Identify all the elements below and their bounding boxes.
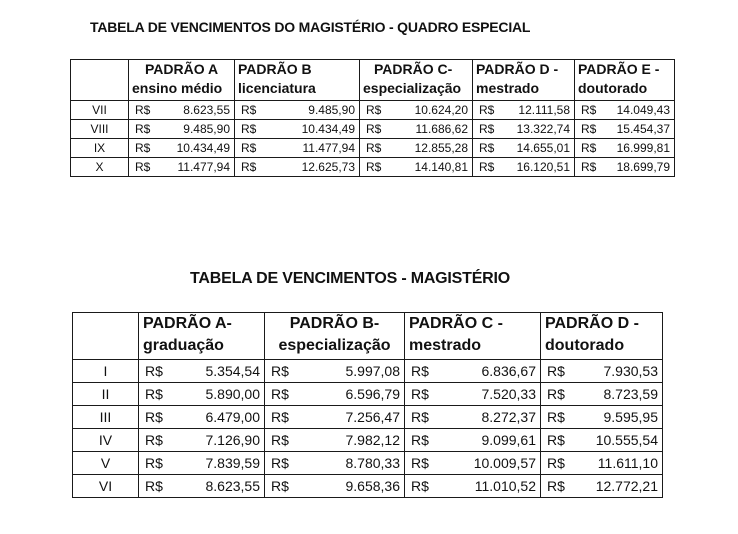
salary-value: 10.555,54	[595, 432, 658, 448]
table-row	[73, 406, 663, 429]
salary-cell	[265, 406, 405, 429]
salary-cell	[473, 139, 575, 158]
salary-cell	[139, 452, 265, 475]
salary-value: 7.839,59	[205, 455, 260, 471]
salary-value: 11.686,62	[415, 122, 468, 136]
salary-cell	[129, 101, 235, 120]
currency-label: R$	[366, 160, 382, 174]
salary-cell	[541, 406, 663, 429]
level-label: VII	[71, 101, 129, 120]
salary-value: 6.479,00	[205, 409, 260, 425]
salary-value: 9.485,90	[308, 103, 355, 117]
salary-value: 8.623,55	[183, 103, 230, 117]
header-line2: graduação	[143, 337, 224, 354]
currency-label: R$	[547, 478, 565, 494]
currency-label: R$	[135, 160, 151, 174]
salary-cell	[265, 383, 405, 406]
currency-label: R$	[581, 160, 597, 174]
currency-label: R$	[271, 432, 289, 448]
salary-value: 7.126,90	[205, 432, 260, 448]
salary-cell	[235, 139, 360, 158]
currency-label: R$	[411, 386, 429, 402]
salary-cell	[129, 120, 235, 139]
currency-label: R$	[135, 122, 151, 136]
level-label: II	[73, 383, 139, 406]
salary-cell	[129, 139, 235, 158]
salary-cell	[405, 360, 541, 383]
table2-header-a	[139, 313, 265, 360]
table1-header-b	[235, 60, 360, 101]
currency-label: R$	[581, 103, 597, 117]
level-label: III	[73, 406, 139, 429]
salary-cell	[405, 383, 541, 406]
header-line2: ensino médio	[132, 80, 223, 96]
header-line2: mestrado	[476, 80, 540, 96]
currency-label: R$	[479, 141, 495, 155]
salary-value: 10.009,57	[473, 455, 536, 471]
table-row	[73, 429, 663, 452]
header-line2: especialização	[363, 80, 462, 96]
header-line2: especialização	[278, 337, 391, 354]
currency-label: R$	[479, 122, 495, 136]
salary-cell	[575, 158, 675, 177]
salary-value: 16.120,51	[516, 160, 570, 174]
table-row	[73, 383, 663, 406]
salary-cell	[541, 383, 663, 406]
salary-value: 9.595,95	[603, 409, 658, 425]
currency-label: R$	[547, 409, 565, 425]
currency-label: R$	[241, 141, 257, 155]
header-line1: PADRÃO A-	[143, 315, 232, 332]
header-line1: PADRÃO D -	[476, 61, 559, 77]
currency-label: R$	[145, 432, 163, 448]
level-label: IV	[73, 429, 139, 452]
table-row	[71, 158, 675, 177]
salary-value: 9.658,36	[345, 478, 400, 494]
header-line2: doutorado	[578, 80, 648, 96]
table1-header-e	[575, 60, 675, 101]
header-line1: PADRÃO D -	[545, 315, 639, 332]
salary-cell	[235, 120, 360, 139]
table-row	[71, 101, 675, 120]
salary-cell	[405, 429, 541, 452]
salary-value: 16.999,81	[616, 141, 670, 155]
salary-table-magisterio	[72, 312, 663, 498]
level-label: V	[73, 452, 139, 475]
salary-value: 7.930,53	[603, 363, 658, 379]
salary-value: 10.434,49	[176, 141, 230, 155]
salary-cell	[541, 452, 663, 475]
salary-cell	[473, 120, 575, 139]
salary-value: 11.010,52	[474, 478, 536, 494]
salary-value: 8.623,55	[205, 478, 260, 494]
salary-value: 7.982,12	[345, 432, 400, 448]
salary-cell	[575, 101, 675, 120]
salary-cell	[139, 429, 265, 452]
table2-corner-cell	[73, 313, 139, 360]
salary-value: 7.520,33	[481, 386, 536, 402]
currency-label: R$	[547, 386, 565, 402]
currency-label: R$	[271, 455, 289, 471]
salary-cell	[360, 101, 473, 120]
currency-label: R$	[366, 141, 382, 155]
currency-label: R$	[411, 363, 429, 379]
level-label: X	[71, 158, 129, 177]
level-label: VIII	[71, 120, 129, 139]
table-row	[71, 139, 675, 158]
table-row	[73, 360, 663, 383]
currency-label: R$	[271, 386, 289, 402]
table2-header-c	[405, 313, 541, 360]
currency-label: R$	[271, 478, 289, 494]
salary-value: 18.699,79	[616, 160, 670, 174]
currency-label: R$	[411, 455, 429, 471]
salary-table-special	[70, 59, 675, 177]
currency-label: R$	[366, 103, 382, 117]
table-row	[73, 475, 663, 498]
salary-cell	[473, 101, 575, 120]
salary-cell	[575, 139, 675, 158]
currency-label: R$	[145, 455, 163, 471]
level-label: IX	[71, 139, 129, 158]
table-row	[71, 120, 675, 139]
currency-label: R$	[271, 409, 289, 425]
salary-cell	[265, 475, 405, 498]
currency-label: R$	[145, 386, 163, 402]
salary-cell	[139, 360, 265, 383]
salary-value: 6.836,67	[481, 363, 536, 379]
salary-value: 12.772,21	[595, 478, 658, 494]
salary-value: 7.256,47	[345, 409, 400, 425]
table1-corner-cell	[71, 60, 129, 101]
salary-cell	[265, 360, 405, 383]
salary-cell	[360, 139, 473, 158]
currency-label: R$	[241, 103, 257, 117]
salary-cell	[139, 383, 265, 406]
header-line1: PADRÃO A	[145, 61, 219, 77]
header-line2: licenciatura	[238, 80, 316, 96]
header-line2: doutorado	[545, 337, 625, 354]
table2-header-b	[265, 313, 405, 360]
table2-title: TABELA DE VENCIMENTOS - MAGISTÉRIO	[190, 270, 511, 287]
salary-value: 10.434,49	[301, 122, 355, 136]
currency-label: R$	[271, 363, 289, 379]
currency-label: R$	[241, 160, 257, 174]
salary-value: 5.890,00	[205, 386, 260, 402]
currency-label: R$	[581, 141, 597, 155]
salary-cell	[575, 120, 675, 139]
salary-cell	[265, 429, 405, 452]
table-row	[73, 452, 663, 475]
level-label: I	[73, 360, 139, 383]
table1-header-d	[473, 60, 575, 101]
salary-cell	[265, 452, 405, 475]
salary-cell	[541, 475, 663, 498]
salary-cell	[235, 158, 360, 177]
table2-header-d	[541, 313, 663, 360]
currency-label: R$	[547, 363, 565, 379]
currency-label: R$	[479, 160, 495, 174]
table1-header-c	[360, 60, 473, 101]
salary-cell	[541, 429, 663, 452]
header-line1: PADRÃO B-	[289, 315, 380, 332]
currency-label: R$	[135, 141, 151, 155]
table1-header-a	[129, 60, 235, 101]
salary-value: 8.780,33	[345, 455, 400, 471]
header-line1: PADRÃO E -	[578, 61, 660, 77]
currency-label: R$	[145, 478, 163, 494]
salary-value: 12.855,28	[414, 141, 468, 155]
salary-cell	[405, 475, 541, 498]
header-line1: PADRÃO C -	[409, 315, 503, 332]
table1-title: TABELA DE VENCIMENTOS DO MAGISTÉRIO - QUADRO ESPECIAL	[90, 19, 531, 35]
salary-cell	[405, 406, 541, 429]
level-label: VI	[73, 475, 139, 498]
currency-label: R$	[411, 432, 429, 448]
salary-cell	[360, 120, 473, 139]
salary-cell	[473, 158, 575, 177]
table1-header-row	[71, 60, 675, 101]
salary-value: 11.477,94	[302, 141, 355, 155]
salary-cell	[139, 475, 265, 498]
salary-value: 14.655,01	[516, 141, 570, 155]
salary-cell	[139, 406, 265, 429]
salary-value: 11.611,10	[597, 455, 658, 471]
salary-value: 5.997,08	[345, 363, 400, 379]
salary-cell	[541, 360, 663, 383]
salary-value: 14.049,43	[616, 103, 670, 117]
salary-cell	[235, 101, 360, 120]
salary-cell	[129, 158, 235, 177]
currency-label: R$	[547, 455, 565, 471]
currency-label: R$	[145, 409, 163, 425]
header-line1: PADRÃO B	[238, 61, 312, 77]
currency-label: R$	[366, 122, 382, 136]
currency-label: R$	[479, 103, 495, 117]
salary-value: 8.723,59	[603, 386, 658, 402]
header-line1: PADRÃO C-	[374, 61, 453, 77]
salary-value: 11.477,94	[177, 160, 230, 174]
salary-value: 15.454,37	[616, 122, 670, 136]
salary-value: 8.272,37	[481, 409, 536, 425]
salary-value: 14.140,81	[414, 160, 468, 174]
salary-value: 13.322,74	[516, 122, 570, 136]
table2-header-row	[73, 313, 663, 360]
salary-value: 6.596,79	[345, 386, 400, 402]
salary-value: 12.111,58	[518, 103, 570, 117]
currency-label: R$	[135, 103, 151, 117]
currency-label: R$	[145, 363, 163, 379]
currency-label: R$	[411, 409, 429, 425]
header-line2: mestrado	[409, 337, 482, 354]
salary-cell	[405, 452, 541, 475]
salary-cell	[360, 158, 473, 177]
currency-label: R$	[241, 122, 257, 136]
currency-label: R$	[547, 432, 565, 448]
salary-value: 5.354,54	[205, 363, 260, 379]
salary-value: 9.485,90	[183, 122, 230, 136]
salary-value: 10.624,20	[414, 103, 468, 117]
salary-value: 9.099,61	[481, 432, 536, 448]
currency-label: R$	[581, 122, 597, 136]
currency-label: R$	[411, 478, 429, 494]
salary-value: 12.625,73	[301, 160, 355, 174]
